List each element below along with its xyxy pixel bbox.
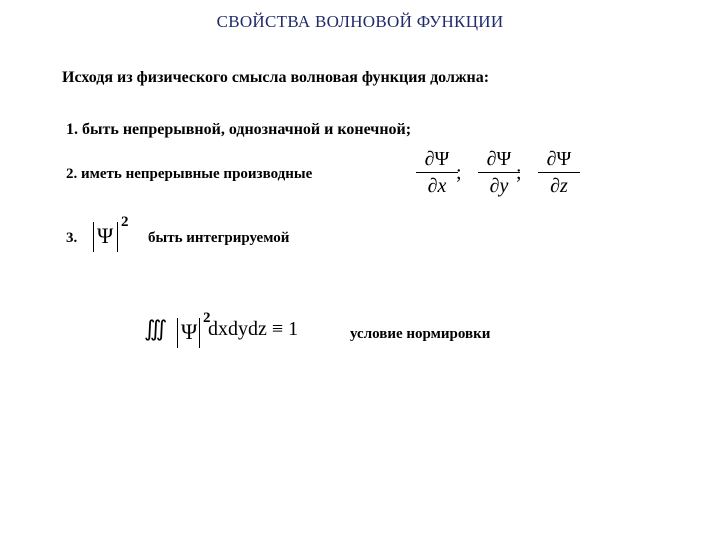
triple-integral: ∭ [144, 316, 168, 341]
separator: ; [456, 162, 462, 184]
derivative-x-numerator: ∂Ψ [424, 148, 450, 170]
abs-bar-right [199, 318, 200, 348]
intro-text: Исходя из физического смысла волновая функция должна: [62, 69, 490, 86]
property-1: 1. быть непрерывной, однозначной и конечной; [66, 121, 412, 138]
derivative-y-denominator: ∂y [489, 175, 509, 197]
abs-bar-left [177, 318, 178, 348]
psi-symbol: Ψ [181, 319, 198, 344]
fraction-bar [478, 172, 520, 173]
property-3-text: быть интегрируемой [148, 230, 290, 246]
property-3-number: 3. [66, 230, 78, 246]
derivative-z [534, 148, 584, 197]
power-two: 2 [203, 310, 211, 326]
normalization-condition-text: условие нормировки [350, 326, 491, 342]
derivative-x-denominator: ∂x [427, 175, 447, 197]
property-2-text: 2. иметь непрерывные производные [66, 166, 313, 182]
fraction-bar [416, 172, 458, 173]
separator: ; [516, 162, 522, 184]
abs-bar-left [93, 222, 94, 252]
derivative-z-denominator: ∂z [550, 175, 568, 197]
derivative-z-numerator: ∂Ψ [546, 148, 572, 170]
derivative-y-numerator: ∂Ψ [486, 148, 512, 170]
abs-bar-right [117, 222, 118, 252]
fraction-bar [538, 172, 580, 173]
integral-expression: dxdydz ≡ 1 [208, 318, 299, 340]
derivative-x [412, 148, 462, 197]
power-two: 2 [121, 214, 129, 230]
page-title: СВОЙСТВА ВОЛНОВОЙ ФУНКЦИИ [216, 12, 504, 31]
psi-symbol: Ψ [97, 223, 114, 248]
